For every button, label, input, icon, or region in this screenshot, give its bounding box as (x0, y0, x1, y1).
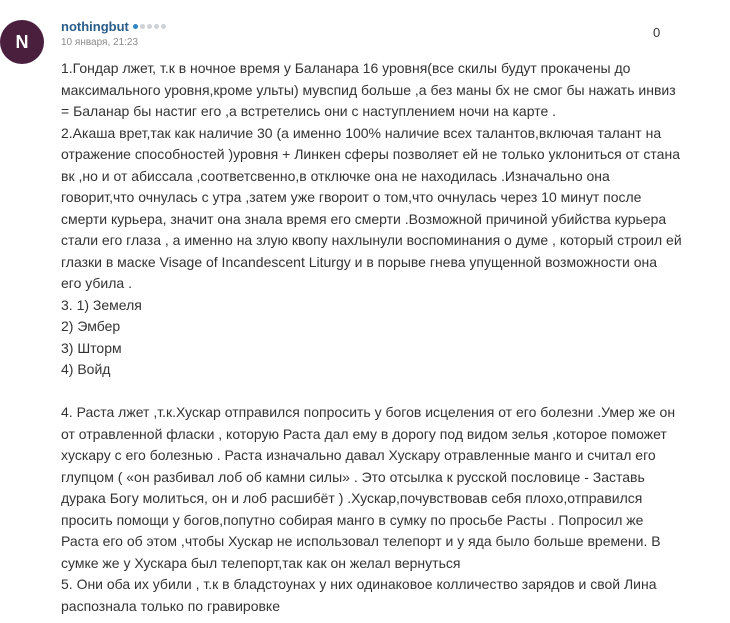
rank-dot-empty-icon (161, 24, 166, 29)
comment-line (61, 381, 721, 403)
rank-dot-empty-icon (147, 24, 152, 29)
rank-dots-icon (133, 24, 168, 29)
comment-line: 4. Раста лжет ,т.к.Хускар отправился попросить у богов исцеления от его болезни .Умер же он (61, 404, 676, 420)
comment-line: глупцом ( «он разбивал лоб об камни силы» . Это отсылка к русской пословице - Заставь (61, 468, 645, 485)
comment-line: хускару с его болезнью . Раста изначально давал Хускару отравленные манго и считал его (61, 447, 656, 463)
avatar[interactable] (0, 20, 44, 64)
comment-line: Раста его об этом ,чтобы Хускар не использовал телепорт и у яда было больше времени. В (61, 533, 661, 549)
avatar-letter: N (15, 31, 29, 52)
comment-line: говорит,что очнулась с утра ,затем уже гвороит о том,что очнулась через 10 минут после (61, 189, 642, 205)
comment-line: его убила . (61, 275, 132, 291)
comment-line: вк ,но и от абиссала ,соответсвенно,в отключке она не находилась .Изначально она (61, 167, 610, 184)
comment-line: 3. 1) Земеля (61, 296, 142, 313)
comment-line: 4) Войд (61, 361, 111, 377)
comment-line: отражение способностей )уровня + Линкен сферы позволяет ей не только уклониться от стана (61, 146, 680, 162)
comment-score: 0 (653, 25, 661, 40)
comment-line: 2) Эмбер (61, 318, 121, 334)
comment-line: глазки в маске Visage of Incandescent Liturgy и в порыве гнева упущенной возможности она (61, 253, 658, 270)
comment-line: смерти курьера, значит она знала время его смерти .Возможной причиной убийства курьера (61, 210, 667, 227)
comment-header (61, 18, 168, 48)
comment-line: от отравленной фласки , которую Раста дал ему в дорогу под видом зелья ,которое поможет (61, 425, 667, 442)
author-name[interactable]: nothingbut (61, 18, 129, 34)
comment-line: максимального уровня,кроме ульты) мувспид больше ,а без маны бх не смог бы нажать инвиз (61, 81, 676, 98)
comment-line: 3) Шторм (61, 339, 122, 356)
comment-line: 5. Они оба их убили , т.к в бладстоунах у них одинаковое колличество зарядов и свой Лина (61, 576, 657, 592)
comment-line: 2.Акаша врет,так как наличие 30 (а именно 100% наличие всех талантов,включая талант на (61, 124, 662, 141)
rank-dot-empty-icon (154, 24, 159, 29)
comment-body (61, 58, 721, 617)
author-row (61, 18, 168, 34)
rank-dot-empty-icon (140, 24, 145, 29)
comment-line: просить помощи у богов,попутно собирая манго в сумку по просьбе Расты . Попросил же (61, 511, 644, 528)
comment-line: стали его глаза , а именно на злую квопу нахлынули воспоминания о думе , который строил ей (61, 232, 682, 248)
comment-line: распознала только по гравировке (61, 597, 280, 614)
comment-line: = Баланар бы настиг его ,а встретелись они с наступлением ночи на карте . (61, 103, 557, 119)
comment-line: сумке же у Хускара был телепорт,так как он желал вернуться (61, 554, 461, 571)
comment-line: дурака Богу молиться, он и лоб расшибёт ) .Хускар,почувствовав себя плохо,отправился (61, 490, 643, 506)
comment-date[interactable]: 10 января, 21:23 (61, 37, 139, 48)
comment-line: 1.Гондар лжет, т.к в ночное время у Баланара 16 уровня(все скилы будут прокачены до (61, 60, 631, 76)
rank-dot-filled-icon (133, 24, 138, 29)
